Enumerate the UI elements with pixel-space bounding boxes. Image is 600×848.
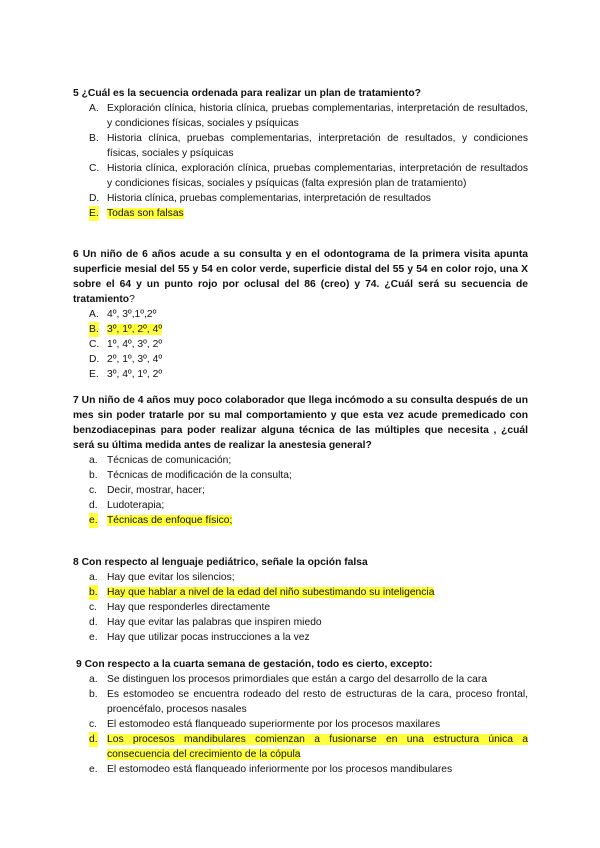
option-letter: e. xyxy=(89,515,98,526)
option-list xyxy=(73,453,528,528)
option-letter: D. xyxy=(89,193,100,204)
question-7 xyxy=(73,393,528,528)
option-letter: b. xyxy=(89,470,98,481)
option-b-highlighted xyxy=(73,322,528,337)
option-d-highlighted xyxy=(73,732,528,762)
option-text: Técnicas de modificación de la consulta; xyxy=(107,470,292,481)
option-letter: B. xyxy=(89,324,99,335)
highlighted-answer xyxy=(89,515,233,526)
option-d xyxy=(73,498,528,513)
option-letter: C. xyxy=(89,339,100,350)
option-b-highlighted xyxy=(73,585,528,600)
option-text: 3º, 4º, 1º, 2º xyxy=(107,369,163,380)
option-text: El estomodeo está flanqueado superiormente por los procesos maxilares xyxy=(107,719,441,730)
option-text: Historia clínica, pruebas complementarias, interpretación de resultados xyxy=(107,193,431,204)
option-d xyxy=(73,615,528,630)
option-letter: a. xyxy=(89,674,98,685)
option-letter: d. xyxy=(89,500,98,511)
option-text: Se distinguen los procesos primordiales que están a cargo del desarrollo de la cara xyxy=(107,674,488,685)
question-9 xyxy=(73,657,528,777)
option-e-highlighted xyxy=(73,513,528,528)
option-list xyxy=(73,101,528,221)
option-letter: e. xyxy=(89,764,98,775)
option-list xyxy=(73,570,528,645)
option-text: 1º, 4º, 3º, 2º xyxy=(107,339,163,350)
option-a xyxy=(73,672,528,687)
option-c xyxy=(73,717,528,732)
option-letter: a. xyxy=(89,455,98,466)
option-b xyxy=(73,131,528,161)
option-text: Hay que responderles directamente xyxy=(107,602,271,613)
option-e-highlighted xyxy=(73,206,528,221)
question-8 xyxy=(73,555,528,645)
option-letter: E. xyxy=(89,369,99,380)
option-letter: A. xyxy=(89,309,99,320)
option-list xyxy=(73,672,528,777)
question-title-text: 6 Un niño de 6 años acude a su consulta y en el odontograma de la primera visita apunta superficie mesial del 55 y 54 en color verde, superficie distal del 55 y 54 en color rojo, una X sobre el 64 y un punto rojo por oclusal del 86 (creo) y 74. ¿Cuál será su secuencia de tratamiento xyxy=(73,249,528,305)
option-text: Todas son falsas xyxy=(107,208,184,219)
option-d xyxy=(73,352,528,367)
option-letter: b. xyxy=(89,689,98,700)
option-letter: e. xyxy=(89,632,98,643)
option-e xyxy=(73,367,528,382)
highlighted-answer xyxy=(89,208,184,219)
option-text: Es estomodeo se encuentra rodeado del resto de estructuras de la cara, proceso frontal, proencéfalo, procesos nasales xyxy=(107,689,528,715)
option-text: Exploración clínica, historia clínica, pruebas complementarias, interpretación de resultados, y condiciones físicas, sociales y psíquicas xyxy=(107,103,528,129)
highlighted-answer xyxy=(89,324,163,335)
option-b xyxy=(73,468,528,483)
option-c xyxy=(73,337,528,352)
option-c xyxy=(73,483,528,498)
highlighted-answer xyxy=(89,587,435,598)
option-a xyxy=(73,453,528,468)
option-text: El estomodeo está flanqueado inferiormente por los procesos mandibulares xyxy=(107,764,453,775)
option-b xyxy=(73,687,528,717)
option-text: Historia clínica, exploración clínica, pruebas complementarias, interpretación de resultados y condiciones físicas, sociales y psíquicas (falta expresión plan de tratamiento) xyxy=(107,163,528,189)
option-text: Decir, mostrar, hacer; xyxy=(107,485,205,496)
option-letter: d. xyxy=(89,734,98,745)
option-text: Hay que evitar los silencios; xyxy=(107,572,235,583)
option-letter: c. xyxy=(89,485,98,496)
option-letter: D. xyxy=(89,354,100,365)
option-text: Historia clínica, pruebas complementarias, interpretación de resultados, y condiciones físicas, sociales y psíquicas xyxy=(107,133,528,159)
option-text: 3º, 1º, 2º, 4º xyxy=(107,324,163,335)
option-letter: E. xyxy=(89,208,99,219)
option-letter: a. xyxy=(89,572,98,583)
option-text: Hay que utilizar pocas instrucciones a la vez xyxy=(107,632,310,643)
option-letter: A. xyxy=(89,103,99,114)
option-list xyxy=(73,307,528,382)
question-title xyxy=(73,247,528,307)
option-a xyxy=(73,307,528,322)
question-title: 5 ¿Cuál es la secuencia ordenada para realizar un plan de tratamiento? xyxy=(73,88,421,99)
option-e xyxy=(73,630,528,645)
option-text: Hay que hablar a nivel de la edad del niño subestimando su inteligencia xyxy=(107,587,435,598)
option-text: Técnicas de enfoque físico; xyxy=(107,515,233,526)
question-title: 7 Un niño de 4 años muy poco colaborador que llega incómodo a su consulta después de un mes sin poder tratarle por su mal comportamiento y que esta vez acude premedicado con benzodiacepinas para poder realizar alguna técnica de las múltiples que necesita , ¿cuál será su última medida antes de realizar la anestesia general? xyxy=(73,395,528,451)
option-c xyxy=(73,600,528,615)
option-letter: C. xyxy=(89,163,100,174)
option-letter: c. xyxy=(89,602,98,613)
question-title: 9 Con respecto a la cuarta semana de gestación, todo es cierto, excepto: xyxy=(76,659,433,670)
question-6 xyxy=(73,247,528,382)
option-letter: d. xyxy=(89,617,98,628)
option-e xyxy=(73,762,528,777)
question-mark: ? xyxy=(129,294,135,305)
option-d xyxy=(73,191,528,206)
option-a xyxy=(73,101,528,131)
option-letter: c. xyxy=(89,719,98,730)
highlighted-answer xyxy=(89,734,528,760)
option-text: 4º, 3º,1º,2º xyxy=(107,309,157,320)
question-5 xyxy=(73,86,528,221)
option-text: Los procesos mandibulares comienzan a fusionarse en una estructura única a consecuencia del crecimiento de la cópula xyxy=(107,734,528,760)
option-a xyxy=(73,570,528,585)
option-text: 2º, 1º, 3º, 4º xyxy=(107,354,163,365)
option-letter: B. xyxy=(89,133,99,144)
option-letter: b. xyxy=(89,587,98,598)
option-text: Ludoterapia; xyxy=(107,500,165,511)
option-text: Técnicas de comunicación; xyxy=(107,455,232,466)
option-c xyxy=(73,161,528,191)
option-text: Hay que evitar las palabras que inspiren miedo xyxy=(107,617,322,628)
question-title: 8 Con respecto al lenguaje pediátrico, señale la opción falsa xyxy=(73,557,368,568)
